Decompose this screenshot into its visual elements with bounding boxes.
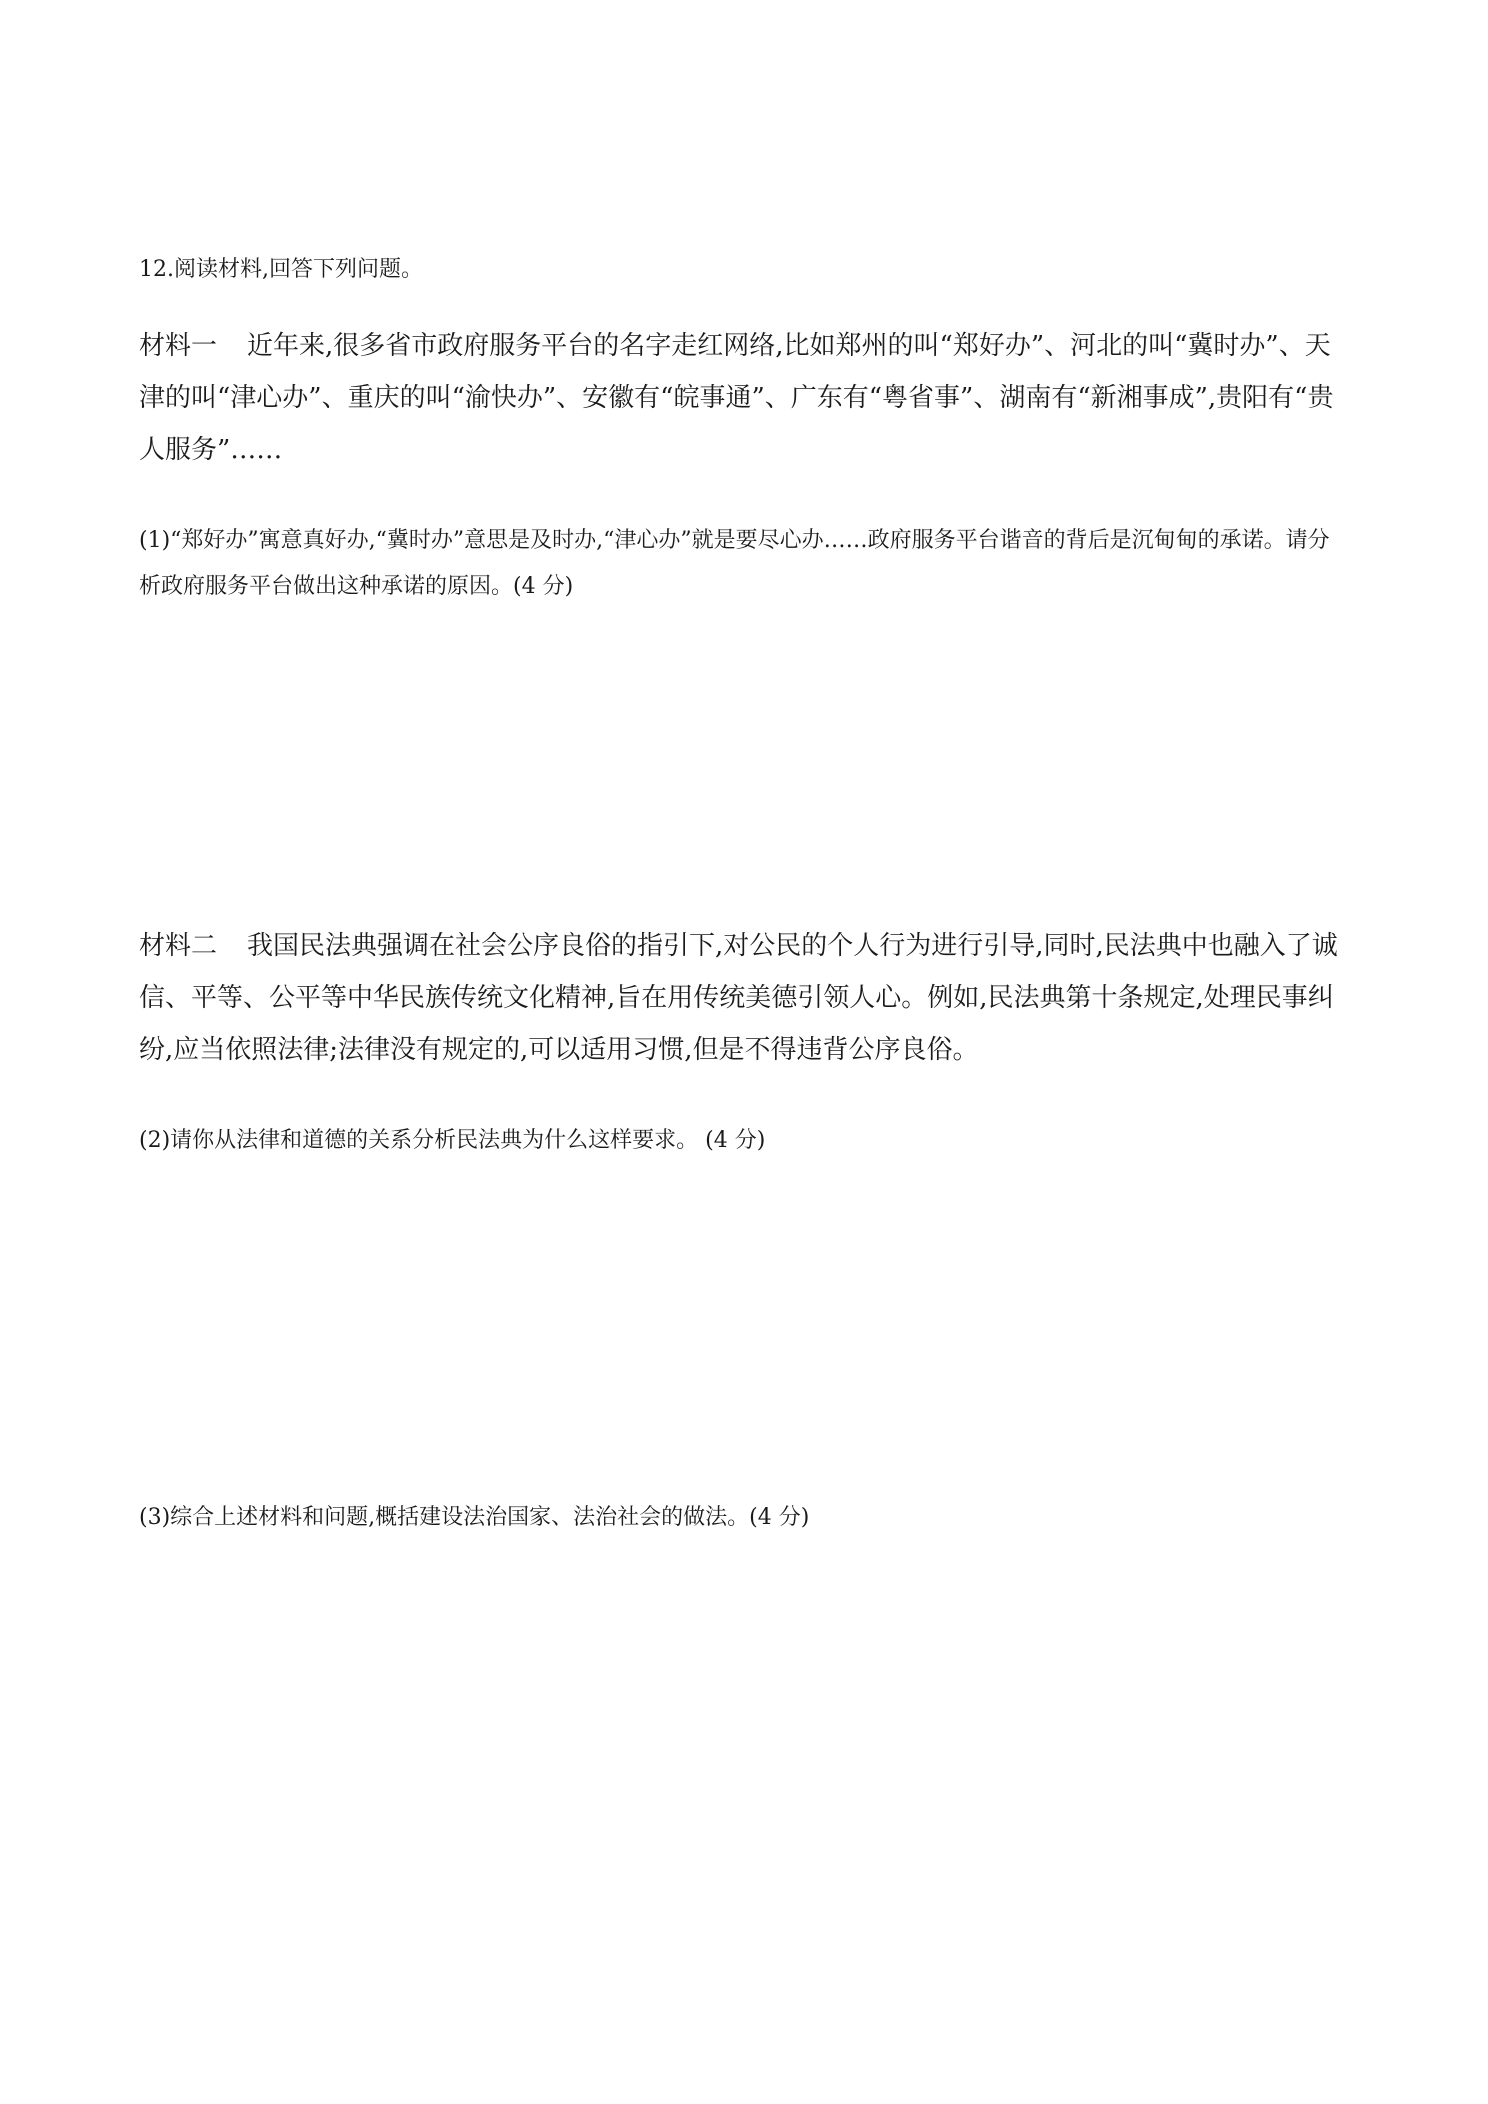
material-two	[139, 920, 1339, 1076]
material-one	[139, 320, 1339, 476]
material-two-text: 我国民法典强调在社会公序良俗的指引下,对公民的个人行为进行引导,同时,民法典中也融入了诚信、平等、公平等中华民族传统文化精神,旨在用传统美德引领人心。例如,民法典第十条规定,处理民事纠纷,应当依照法律;法律没有规定的,可以适用习惯,但是不得违背公序良俗。	[139, 931, 1338, 1065]
sub-question-1: (1)“郑好办”寓意真好办,“冀时办”意思是及时办,“津心办”就是要尽心办……政府服务平台谐音的背后是沉甸甸的承诺。请分析政府服务平台做出这种承诺的原因。(4 分)	[139, 528, 1330, 599]
material-one-label: 材料一	[139, 331, 218, 361]
material-two-label: 材料二	[139, 931, 218, 961]
material-one-text: 近年来,很多省市政府服务平台的名字走红网络,比如郑州的叫“郑好办”、河北的叫“冀时办”、天津的叫“津心办”、重庆的叫“渝快办”、安徽有“皖事通”、广东有“粤省事”、湖南有“新湘事成”,贵阳有“贵人服务”……	[139, 331, 1334, 465]
sub-question-2: (2)请你从法律和道德的关系分析民法典为什么这样要求。 (4 分)	[139, 1128, 766, 1153]
sub-question-3: (3)综合上述材料和问题,概括建设法治国家、法治社会的做法。(4 分)	[139, 1505, 810, 1530]
question-title: 12.阅读材料,回答下列问题。	[139, 257, 423, 282]
